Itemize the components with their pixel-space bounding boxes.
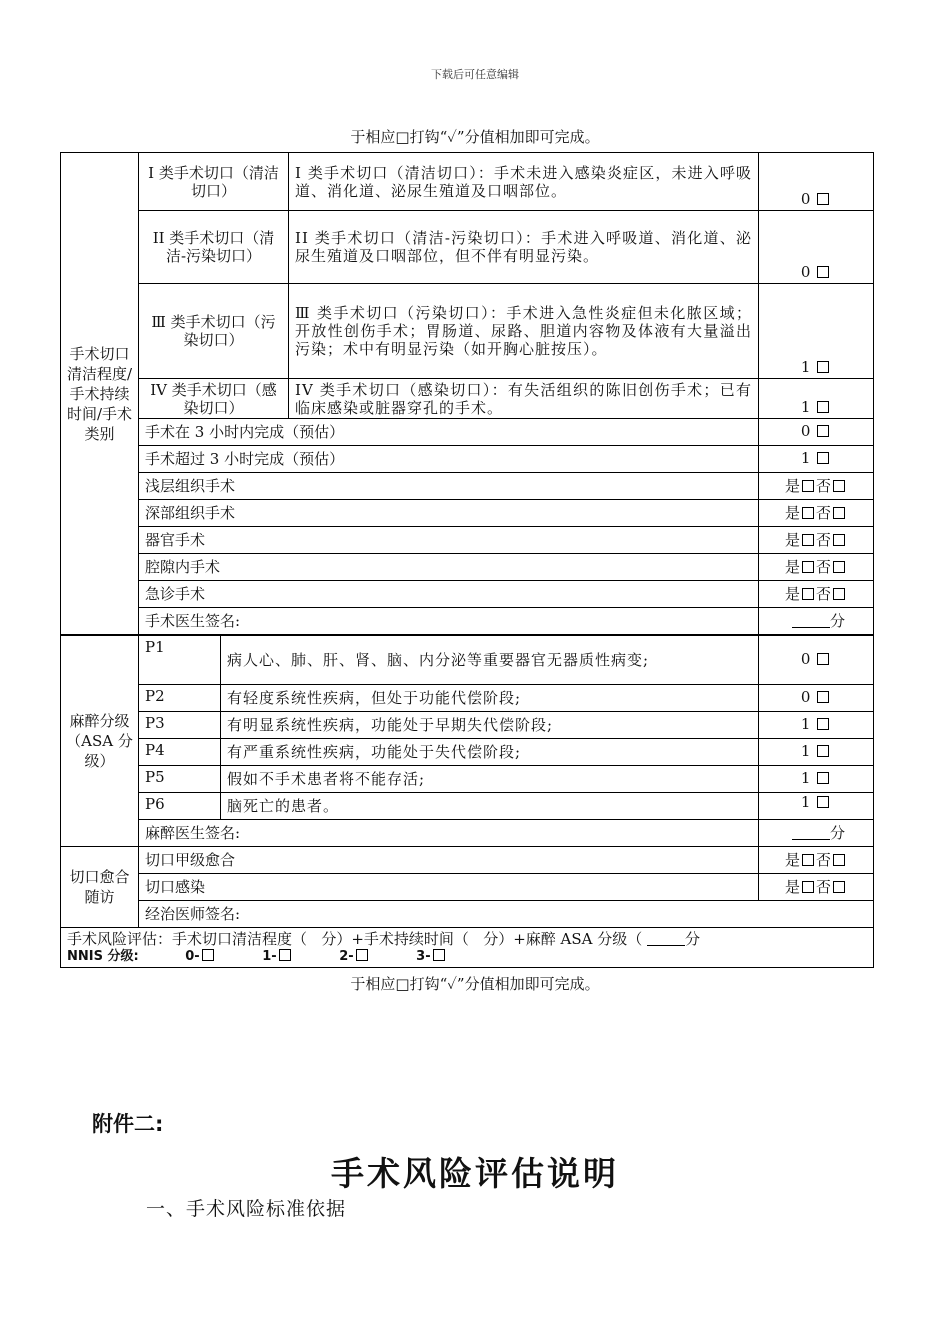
healing-section-label: 切口愈合随访 — [61, 847, 139, 928]
checkbox-icon[interactable] — [817, 401, 829, 413]
yes-label: 是 — [785, 477, 801, 495]
asa-code: P3 — [139, 712, 221, 739]
yes-label: 是 — [785, 558, 801, 576]
asa-desc: 脑死亡的患者。 — [221, 793, 759, 820]
nnis-option-1[interactable]: 1- — [262, 949, 292, 964]
duration-text: 手术超过 3 小时完成（预估） — [139, 446, 759, 473]
score-value: 1 — [800, 769, 811, 787]
no-checkbox-icon[interactable] — [833, 881, 845, 893]
yes-no-checkboxes[interactable] — [759, 847, 874, 874]
incision-score-checkbox[interactable] — [759, 284, 874, 379]
checkbox-icon[interactable] — [817, 745, 829, 757]
checkbox-icon[interactable] — [817, 796, 829, 808]
no-checkbox-icon[interactable] — [833, 561, 845, 573]
yes-checkbox-icon[interactable] — [802, 561, 814, 573]
score-value: 0 — [800, 263, 811, 281]
asa-score-checkbox[interactable] — [759, 685, 874, 712]
no-label: 否 — [816, 531, 832, 549]
no-checkbox-icon[interactable] — [833, 480, 845, 492]
healing-item: 切口甲级愈合 — [139, 847, 759, 874]
checkbox-icon[interactable] — [817, 452, 829, 464]
yes-no-checkboxes[interactable] — [759, 581, 874, 608]
asa-desc: 有严重系统性疾病，功能处于失代偿阶段; — [221, 739, 759, 766]
asa-score-checkbox[interactable] — [759, 712, 874, 739]
nnis-option-0[interactable]: 0- — [185, 949, 215, 964]
yes-checkbox-icon[interactable] — [802, 534, 814, 546]
no-label: 否 — [816, 477, 832, 495]
no-checkbox-icon[interactable] — [833, 854, 845, 866]
checkbox-icon[interactable] — [817, 361, 829, 373]
yes-no-checkboxes[interactable] — [759, 500, 874, 527]
asa-section-label: 麻醉分级（ASA 分级） — [61, 636, 139, 847]
header-note: 下载后可任意编辑 — [431, 68, 519, 81]
incision-score-checkbox[interactable] — [759, 153, 874, 211]
surgery-type: 浅层组织手术 — [139, 473, 759, 500]
surgery-type: 腔隙内手术 — [139, 554, 759, 581]
asa-code: P1 — [139, 636, 221, 685]
instruction-top: 于相应□打钩“✓”分值相加即可完成。 — [350, 128, 600, 146]
score-value: 1 — [800, 398, 811, 416]
duration-score-checkbox[interactable] — [759, 446, 874, 473]
checkbox-icon[interactable] — [817, 266, 829, 278]
yes-no-checkboxes[interactable] — [759, 473, 874, 500]
surgery-type: 深部组织手术 — [139, 500, 759, 527]
score-value: 1 — [800, 742, 811, 760]
blank-line[interactable] — [792, 825, 830, 840]
nnis-option-2[interactable]: 2- — [339, 949, 369, 964]
asa-code: P6 — [139, 793, 221, 820]
points-unit: 分 — [830, 612, 846, 630]
physician-signature-label: 经治医师签名: — [139, 901, 874, 928]
checkbox-icon[interactable] — [817, 772, 829, 784]
asa-code: P4 — [139, 739, 221, 766]
summary-formula: 手术风险评估：手术切口清洁程度（ 分）+手术持续时间（ 分）+麻醉 ASA 分级（ 分 — [67, 929, 701, 948]
nnis-option-3[interactable]: 3- — [416, 949, 446, 964]
yes-label: 是 — [785, 504, 801, 522]
document-title: 手术风险评估说明 — [331, 1154, 619, 1193]
blank-line[interactable] — [792, 613, 830, 628]
section-heading: 一、手术风险标准依据 — [146, 1198, 347, 1220]
surgery-type: 器官手术 — [139, 527, 759, 554]
incision-score-checkbox[interactable] — [759, 379, 874, 419]
asa-score-checkbox[interactable] — [759, 636, 874, 685]
incision-desc: IV 类手术切口（感染切口）：有失活组织的陈旧创伤手术；已有临床感染或脏器穿孔的手术。 — [289, 379, 759, 419]
yes-no-checkboxes[interactable] — [759, 527, 874, 554]
score-value: 1 — [800, 358, 811, 376]
no-label: 否 — [816, 851, 832, 869]
checkbox-icon[interactable] — [433, 949, 445, 961]
score-value: 1 — [800, 449, 811, 467]
anesthesia-score-field[interactable] — [759, 820, 874, 847]
no-label: 否 — [816, 504, 832, 522]
no-checkbox-icon[interactable] — [833, 534, 845, 546]
nnis-label: NNIS 分级: — [67, 948, 139, 964]
incision-desc: I 类手术切口（清洁切口）：手术未进入感染炎症区，未进入呼吸道、消化道、泌尿生殖道及口咽部位。 — [289, 153, 759, 211]
incision-name: IV 类手术切口（感染切口） — [139, 379, 289, 419]
score-value: 0 — [800, 688, 811, 706]
yes-checkbox-icon[interactable] — [802, 480, 814, 492]
healing-table — [60, 846, 874, 968]
yes-checkbox-icon[interactable] — [802, 854, 814, 866]
duration-text: 手术在 3 小时内完成（预估） — [139, 419, 759, 446]
risk-summary — [61, 928, 874, 968]
score-value: 0 — [800, 190, 811, 208]
checkbox-icon[interactable] — [817, 193, 829, 205]
surgeon-signature-label: 手术医生签名: — [139, 608, 759, 635]
surgeon-score-field[interactable] — [759, 608, 874, 635]
checkbox-icon[interactable] — [817, 653, 829, 665]
risk-assessment-table — [60, 152, 874, 635]
incision-name: I 类手术切口（清洁切口） — [139, 153, 289, 211]
checkbox-icon[interactable] — [817, 425, 829, 437]
yes-checkbox-icon[interactable] — [802, 881, 814, 893]
asa-score-checkbox[interactable] — [759, 739, 874, 766]
points-unit: 分 — [829, 824, 845, 842]
yes-checkbox-icon[interactable] — [802, 588, 814, 600]
yes-label: 是 — [785, 878, 801, 896]
asa-desc: 病人心、肺、肝、肾、脑、内分泌等重要器官无器质性病变; — [221, 636, 759, 685]
asa-desc: 有明显系统性疾病，功能处于早期失代偿阶段; — [221, 712, 759, 739]
checkbox-icon[interactable] — [202, 949, 214, 961]
checkbox-icon[interactable] — [817, 718, 829, 730]
asa-score-checkbox[interactable] — [759, 793, 874, 820]
score-value: 0 — [800, 650, 811, 668]
incision-score-checkbox[interactable] — [759, 211, 874, 284]
yes-label: 是 — [785, 531, 801, 549]
annex-label: 附件二: — [92, 1112, 164, 1136]
total-score-blank[interactable] — [647, 931, 685, 946]
asa-desc: 有轻度系统性疾病，但处于功能代偿阶段; — [221, 685, 759, 712]
wound-section-label: 手术切口清洁程度/手术持续时间/手术类别 — [61, 153, 139, 635]
asa-table — [60, 635, 874, 847]
incision-name: Ⅲ 类手术切口（污染切口） — [139, 284, 289, 379]
yes-no-checkboxes[interactable] — [759, 554, 874, 581]
checkbox-icon[interactable] — [356, 949, 368, 961]
no-label: 否 — [816, 585, 832, 603]
no-checkbox-icon[interactable] — [833, 507, 845, 519]
asa-code: P5 — [139, 766, 221, 793]
yes-label: 是 — [785, 585, 801, 603]
checkbox-icon[interactable] — [279, 949, 291, 961]
no-label: 否 — [816, 558, 832, 576]
duration-score-checkbox[interactable] — [759, 419, 874, 446]
no-label: 否 — [816, 878, 832, 896]
incision-name: II 类手术切口（清洁-污染切口） — [139, 211, 289, 284]
no-checkbox-icon[interactable] — [833, 588, 845, 600]
asa-code: P2 — [139, 685, 221, 712]
checkbox-icon[interactable] — [817, 691, 829, 703]
score-value: 1 — [800, 793, 811, 811]
incision-desc: II 类手术切口（清洁-污染切口）：手术进入呼吸道、消化道、泌尿生殖道及口咽部位，但不伴有明显污染。 — [289, 211, 759, 284]
instruction-bottom: 于相应□打钩“✓”分值相加即可完成。 — [350, 975, 600, 993]
yes-no-checkboxes[interactable] — [759, 874, 874, 901]
score-value: 1 — [800, 715, 811, 733]
score-value: 0 — [800, 422, 811, 440]
incision-desc: Ⅲ 类手术切口（污染切口）：手术进入急性炎症但未化脓区域；开放性创伤手术；胃肠道、尿路、胆道内容物及体液有大量溢出污染；术中有明显污染（如开胸心脏按压）。 — [289, 284, 759, 379]
anesthesiologist-signature-label: 麻醉医生签名: — [139, 820, 759, 847]
yes-checkbox-icon[interactable] — [802, 507, 814, 519]
yes-label: 是 — [785, 851, 801, 869]
asa-score-checkbox[interactable] — [759, 766, 874, 793]
asa-desc: 假如不手术患者将不能存活; — [221, 766, 759, 793]
healing-item: 切口感染 — [139, 874, 759, 901]
nnis-grade-row — [67, 948, 867, 966]
surgery-type: 急诊手术 — [139, 581, 759, 608]
